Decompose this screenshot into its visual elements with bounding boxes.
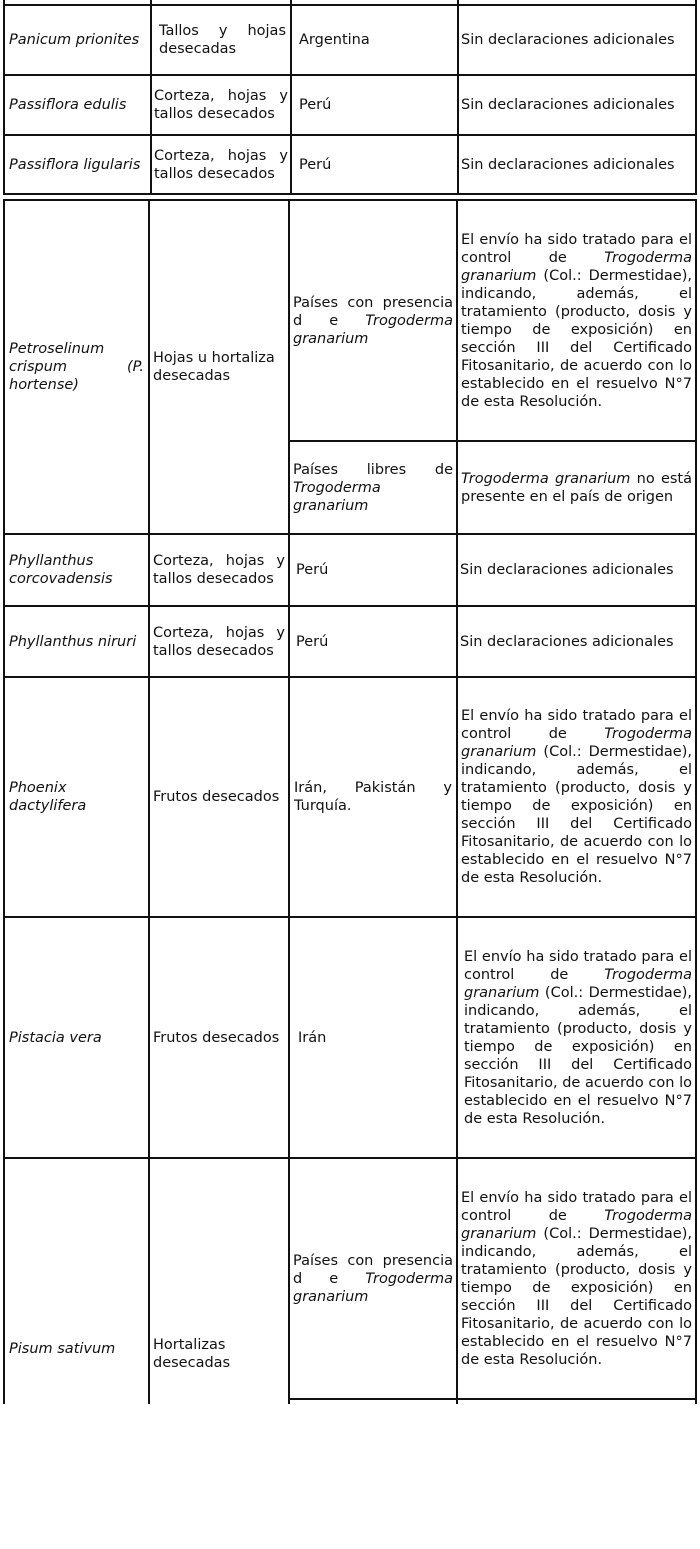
product-cell (150, 535, 288, 605)
product-text: Frutos desecados (153, 789, 280, 805)
origin-cell (290, 1159, 456, 1398)
species-name: Phyllanthus corcovadensis (9, 553, 113, 587)
product-cell (155, 6, 290, 74)
pest-name: Trogoderma granarium (293, 1270, 453, 1305)
requirement-text: El envío ha sido tratado para el control de Trogoderma granarium (Col.: Dermestidae), indicando, además, el tratamiento (producto, dosis y tiempo de exposición) en sección III del Certificado Fitosanitario, de acuerdo con lo establecido en el resuelvo N°7 de esta Resolución. (461, 231, 692, 410)
product-cell (150, 607, 288, 676)
product-cell (150, 678, 288, 916)
requirement-cell (459, 136, 699, 193)
pest-name: Trogoderma granarium (461, 470, 631, 487)
origin-cell (294, 918, 456, 1157)
origin-cell (295, 76, 455, 134)
species-cell (5, 535, 148, 605)
origin-text: Perú (296, 633, 329, 650)
origin-text: Países con presencia d e Trogoderma granarium (293, 294, 453, 347)
requirement-cell (458, 201, 695, 440)
table-rule (3, 193, 697, 195)
requirement-cell (458, 442, 695, 533)
origin-cell (292, 607, 456, 676)
origin-cell (292, 535, 456, 605)
product-text: Corteza, hojas y tallos desecados (153, 624, 285, 659)
pest-name: Trogoderma granarium (464, 966, 692, 1001)
requirement-cell (458, 607, 698, 676)
product-cell (150, 1159, 288, 1549)
requirement-cell (458, 535, 698, 605)
origin-cell (290, 678, 456, 916)
species-cell (5, 76, 150, 134)
origin-text: Países libres de Trogoderma granarium (293, 461, 453, 514)
requirement-text: Sin declaraciones adicionales (461, 32, 675, 48)
origin-cell (290, 201, 456, 440)
species-cell (5, 1159, 148, 1539)
requirement-text: Sin declaraciones adicionales (461, 156, 675, 173)
product-cell (152, 136, 290, 193)
product-text: Frutos desecados (153, 1029, 280, 1046)
product-text: Tallos y hojas desecadas (159, 23, 286, 57)
product-cell (152, 76, 290, 134)
product-text: Corteza, hojas y tallos desecados (154, 88, 288, 122)
requirement-cell (461, 918, 695, 1157)
requirement-text: El envío ha sido tratado para el control de Trogoderma granarium (Col.: Dermestidae), indicando, además, el tratamiento (producto, dosis y tiempo de exposición) en sección III del Certificado Fitosanitario, de acuerdo con lo establecido en el resuelvo N°7 de esta Resolución. (461, 708, 692, 886)
species-name: Pistacia vera (9, 1029, 102, 1046)
species-name: Passiflora ligularis (9, 156, 141, 173)
requirement-text: Sin declaraciones adicionales (460, 633, 674, 650)
table-rule (290, 0, 292, 195)
requirement-cell (458, 678, 695, 916)
requirement-text: Sin declaraciones adicionales (461, 97, 675, 113)
origin-text: Argentina (299, 32, 370, 48)
pest-name: Trogoderma granarium (461, 1207, 692, 1242)
origin-cell (295, 6, 455, 74)
table-rule (288, 1398, 697, 1400)
requirement-text: Trogoderma granarium no está presente en el país de origen (461, 470, 693, 505)
requirement-cell (458, 1159, 695, 1398)
species-cell (5, 678, 148, 916)
requirement-text: El envío ha sido tratado para el control de Trogoderma granarium (Col.: Dermestidae), indicando, además, el tratamiento (producto, dosis y tiempo de exposición) en sección III del Certificado Fitosanitario, de acuerdo con lo establecido en el resuelvo N°7 de esta Resolución. (461, 1189, 692, 1368)
pest-name: Trogoderma granarium (461, 249, 692, 284)
species-cell (5, 136, 150, 193)
product-cell (150, 918, 288, 1157)
species-name: Pisum sativum (9, 1341, 116, 1357)
origin-cell (290, 442, 456, 533)
species-cell (5, 918, 148, 1157)
product-text: Corteza, hojas y tallos desecados (153, 553, 285, 587)
species-name: Petroselinum crispum (P. hortense) (9, 341, 144, 393)
product-text: Hortalizas desecadas (153, 1337, 231, 1371)
requirement-cell (459, 76, 699, 134)
species-name: Passiflora edulis (9, 97, 127, 113)
origin-text: Irán (298, 1029, 327, 1046)
table-rule (695, 199, 697, 1404)
origin-text: Perú (299, 97, 332, 113)
species-cell (5, 201, 148, 533)
species-name: Phyllanthus niruri (9, 633, 137, 650)
species-cell (5, 6, 150, 74)
origin-text: Países con presencia d e Trogoderma granarium (293, 1252, 453, 1305)
species-name: Panicum prionites (9, 32, 140, 48)
pest-name: Trogoderma granarium (293, 312, 453, 347)
species-cell (5, 607, 148, 676)
requirement-text: El envío ha sido tratado para el control de Trogoderma granarium (Col.: Dermestidae), indicando, además, el tratamiento (producto, dosis y tiempo de exposición) en sección III del Certificado Fitosanitario, de acuerdo con lo establecido en el resuelvo N°7 de esta Resolución. (464, 948, 692, 1127)
product-text: Corteza, hojas y tallos desecados (154, 147, 288, 182)
origin-text: Perú (299, 156, 332, 173)
species-name: Phoenix dactylifera (9, 780, 87, 814)
product-text: Hojas u hortaliza desecadas (153, 350, 275, 384)
pest-name: Trogoderma granarium (461, 726, 692, 760)
product-cell (150, 201, 288, 533)
requirement-cell (459, 6, 699, 74)
pest-name: Trogoderma granarium (293, 479, 381, 514)
origin-cell (295, 136, 455, 193)
requirement-text: Sin declaraciones adicionales (460, 562, 674, 578)
origin-text: Perú (296, 562, 329, 578)
origin-text: Irán, Pakistán y Turquía. (294, 780, 452, 814)
